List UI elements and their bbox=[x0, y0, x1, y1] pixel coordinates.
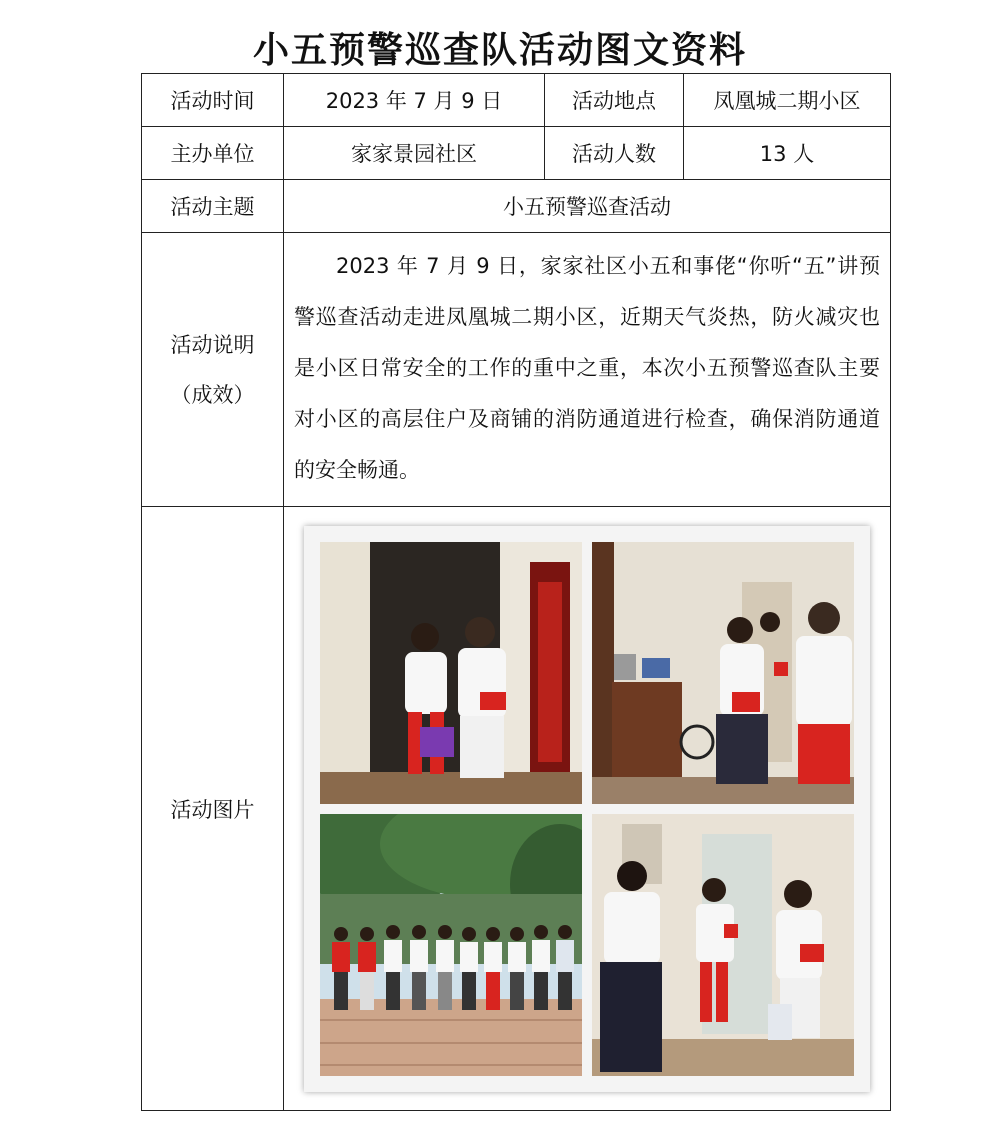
theme-value: 小五预警巡查活动 bbox=[284, 180, 891, 233]
time-label: 活动时间 bbox=[142, 74, 284, 127]
organizer-value: 家家景园社区 bbox=[284, 127, 545, 180]
group-photo-outdoors bbox=[320, 814, 582, 1076]
organizer-label: 主办单位 bbox=[142, 127, 284, 180]
description-text: 2023 年 7 月 9 日，家家社区小五和事佬“你听“五”讲预警巡查活动走进凤凰城二期小区，近期天气炎热，防火减灾也是小区日常安全的工作的重中之重，本次小五预警巡查队主要对小区的高层住户及商铺的消防通道进行检查，确保消防通道的安全畅通。 bbox=[284, 233, 891, 507]
photo-label: 活动图片 bbox=[142, 507, 284, 1111]
page-title: 小五预警巡查队活动图文资料 bbox=[252, 30, 747, 71]
volunteers-in-hallway-photo bbox=[592, 814, 854, 1076]
place-label: 活动地点 bbox=[545, 74, 684, 127]
count-label: 活动人数 bbox=[545, 127, 684, 180]
description-label-line2: （成效） bbox=[170, 382, 255, 407]
time-value: 2023 年 7 月 9 日 bbox=[284, 74, 545, 127]
count-value: 13 人 bbox=[684, 127, 891, 180]
photo-cell bbox=[284, 507, 891, 1111]
volunteers-at-doorway-photo bbox=[320, 542, 582, 804]
table-row bbox=[142, 127, 891, 180]
table-row bbox=[142, 180, 891, 233]
description-label bbox=[142, 233, 284, 507]
photo-collage bbox=[304, 526, 870, 1092]
activity-info-table bbox=[141, 73, 891, 1111]
table-row bbox=[142, 233, 891, 507]
description-label-line1: 活动说明 bbox=[170, 332, 255, 357]
table-row bbox=[142, 74, 891, 127]
place-value: 凤凰城二期小区 bbox=[684, 74, 891, 127]
volunteers-in-corridor-photo bbox=[592, 542, 854, 804]
theme-label: 活动主题 bbox=[142, 180, 284, 233]
table-row bbox=[142, 507, 891, 1111]
